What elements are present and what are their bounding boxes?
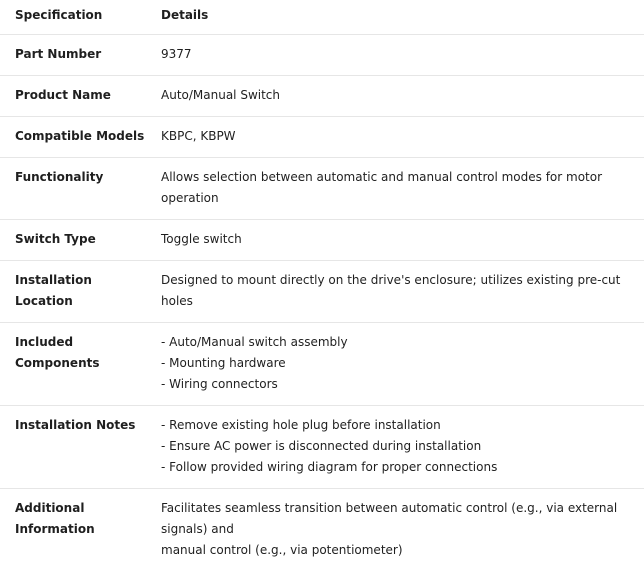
row-label <box>0 219 145 260</box>
list-item: - Ensure AC power is disconnected during installation <box>161 438 482 453</box>
label-line: Components <box>15 355 100 370</box>
table-row <box>0 116 644 157</box>
value-line: 9377 <box>161 46 192 61</box>
row-label <box>0 405 145 488</box>
table-header-row <box>0 0 644 34</box>
list-item: - Remove existing hole plug before installation <box>161 417 441 432</box>
row-label <box>0 34 145 75</box>
value-line: KBPC, KBPW <box>161 128 236 143</box>
value-line: Facilitates seamless transition between automatic control (e.g., via external signals) and <box>161 500 618 536</box>
table-row <box>0 75 644 116</box>
label-line: Installation <box>15 272 92 287</box>
row-label <box>0 488 145 571</box>
list-item: - Auto/Manual switch assembly <box>161 334 348 349</box>
row-value <box>145 116 644 157</box>
row-value <box>145 34 644 75</box>
table-row <box>0 260 644 322</box>
row-label <box>0 157 145 219</box>
label-line: Location <box>15 293 73 308</box>
column-header-details: Details <box>145 0 644 34</box>
column-header-specification: Specification <box>0 0 145 34</box>
label-line: Switch Type <box>15 231 96 246</box>
label-line: Additional <box>15 500 85 515</box>
value-line: Allows selection between automatic and manual control modes for motor operation <box>161 169 603 205</box>
row-label <box>0 116 145 157</box>
value-line: Designed to mount directly on the drive's enclosure; utilizes existing pre-cut holes <box>161 272 621 308</box>
label-line: Information <box>15 521 95 536</box>
list-item: - Follow provided wiring diagram for proper connections <box>161 459 498 474</box>
row-value <box>145 322 644 405</box>
label-line: Included <box>15 334 74 349</box>
row-label <box>0 75 145 116</box>
table-row <box>0 322 644 405</box>
row-label <box>0 322 145 405</box>
value-line: Auto/Manual Switch <box>161 87 280 102</box>
row-label <box>0 260 145 322</box>
label-line: Installation Notes <box>15 417 136 432</box>
table-row <box>0 157 644 219</box>
list-item: - Mounting hardware <box>161 355 286 370</box>
list-item: - Wiring connectors <box>161 376 278 391</box>
table-row <box>0 488 644 571</box>
label-line: Compatible Models <box>15 128 145 143</box>
label-line: Part Number <box>15 46 102 61</box>
label-line: Functionality <box>15 169 104 184</box>
table-row <box>0 34 644 75</box>
row-value <box>145 488 644 571</box>
row-value <box>145 219 644 260</box>
table-row <box>0 405 644 488</box>
row-value <box>145 75 644 116</box>
value-line: Toggle switch <box>161 231 242 246</box>
table-row <box>0 219 644 260</box>
label-line: Product Name <box>15 87 111 102</box>
row-value <box>145 405 644 488</box>
value-line: manual control (e.g., via potentiometer) <box>161 542 403 557</box>
row-value <box>145 157 644 219</box>
row-value <box>145 260 644 322</box>
